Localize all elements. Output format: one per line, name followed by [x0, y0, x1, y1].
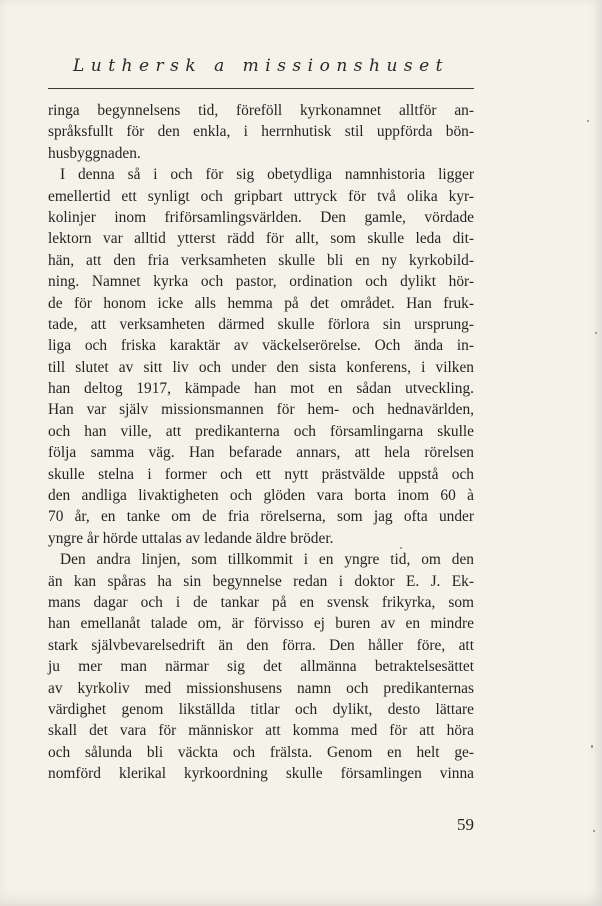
text-line: lektorn var alltid ytterst rädd för allt, som skulle leda dit- — [48, 230, 474, 248]
header-rule — [48, 88, 474, 89]
text-line: av kyrkoliv med missionshusens namn och predikanternas — [48, 679, 474, 697]
print-speck — [593, 830, 595, 832]
text-line: hän, att den fria verksamheten skulle bli en ny kyrkobild- — [48, 251, 474, 269]
text-line: den andliga livaktigheten och glöden vara borta inom 60 à — [48, 487, 474, 505]
text-line: han deltog 1917, kämpade han mot en sådan utveckling. — [48, 380, 474, 398]
text-line: tade, att verksamheten därmed skulle förlora sin ursprung- — [48, 315, 474, 333]
text-line: till slutet av sitt liv och under den sista konferens, i vilken — [48, 358, 474, 376]
print-speck — [400, 547, 402, 549]
page-number: 59 — [457, 815, 474, 834]
text-line: de för honom icke alls hemma på det området. Han fruk- — [48, 294, 474, 312]
text-line: värdighet genom likställda titlar och dylikt, desto lättare — [48, 700, 474, 718]
text-line: Den andra linjen, som tillkommit i en yngre tid, om den — [60, 551, 474, 569]
running-title: Luthersk a missionshuset — [72, 56, 450, 76]
text-line: 70 år, en tanke om de fria rörelserna, som jag ofta under — [48, 508, 474, 526]
text-line: ringa begynnelsens tid, föreföll kyrkonamnet alltför an- — [48, 102, 474, 119]
text-line: liga och friska karaktär av väckelserörelse. Och ända in- — [48, 337, 474, 355]
print-speck — [595, 332, 597, 334]
text-line: emellertid ett synligt och gripbart uttryck för två olika kyr- — [48, 187, 474, 205]
text-line: kolinjer inom friförsamlingsvärlden. Den gamle, vördade — [48, 208, 474, 226]
text-line: och han ville, att predikanterna och församlingarna skulle — [48, 422, 474, 440]
text-line: ju mer man närmar sig det allmänna betraktelsesättet — [48, 658, 474, 676]
print-speck — [591, 745, 593, 748]
print-speck — [587, 120, 589, 122]
text-line: än kan spåras ha sin begynnelse redan i doktor E. J. Ek- — [48, 572, 474, 590]
text-line: språksfullt för den enkla, i herrnhutisk stil uppförda bön- — [48, 123, 474, 141]
text-line: I denna så i och för sig obetydliga namnhistoria ligger — [60, 166, 474, 184]
text-line: husbyggnaden. — [48, 144, 141, 162]
text-line: ning. Namnet kyrka och pastor, ordination och dylikt hör- — [48, 273, 474, 291]
text-line: och sålunda bli väckta och frälsta. Genom en helt ge- — [48, 743, 474, 761]
text-line: följa samma väg. Han befarade annars, att hela rörelsen — [48, 444, 474, 462]
text-line: han emellanåt talade om, är förvisso ej buren av en mindre — [48, 615, 474, 633]
body-text — [48, 100, 474, 785]
text-line: skall det vara för människor att komma med för att höra — [48, 722, 474, 740]
text-line: nomförd klerikal kyrkoordning skulle församlingen vinna — [48, 765, 474, 783]
text-line: Han var själv missionsmannen för hem- och hednavärlden, — [48, 401, 474, 419]
text-line: stark självbevarelsedrift än den förra. Den håller före, att — [48, 636, 474, 654]
text-line: yngre år hörde uttalas av ledande äldre bröder. — [48, 529, 334, 547]
text-line: skulle stelna i former och ett nytt prästvälde uppstå och — [48, 465, 474, 483]
text-line: mans dagar och i de tankar på en svensk frikyrka, som — [48, 593, 474, 611]
